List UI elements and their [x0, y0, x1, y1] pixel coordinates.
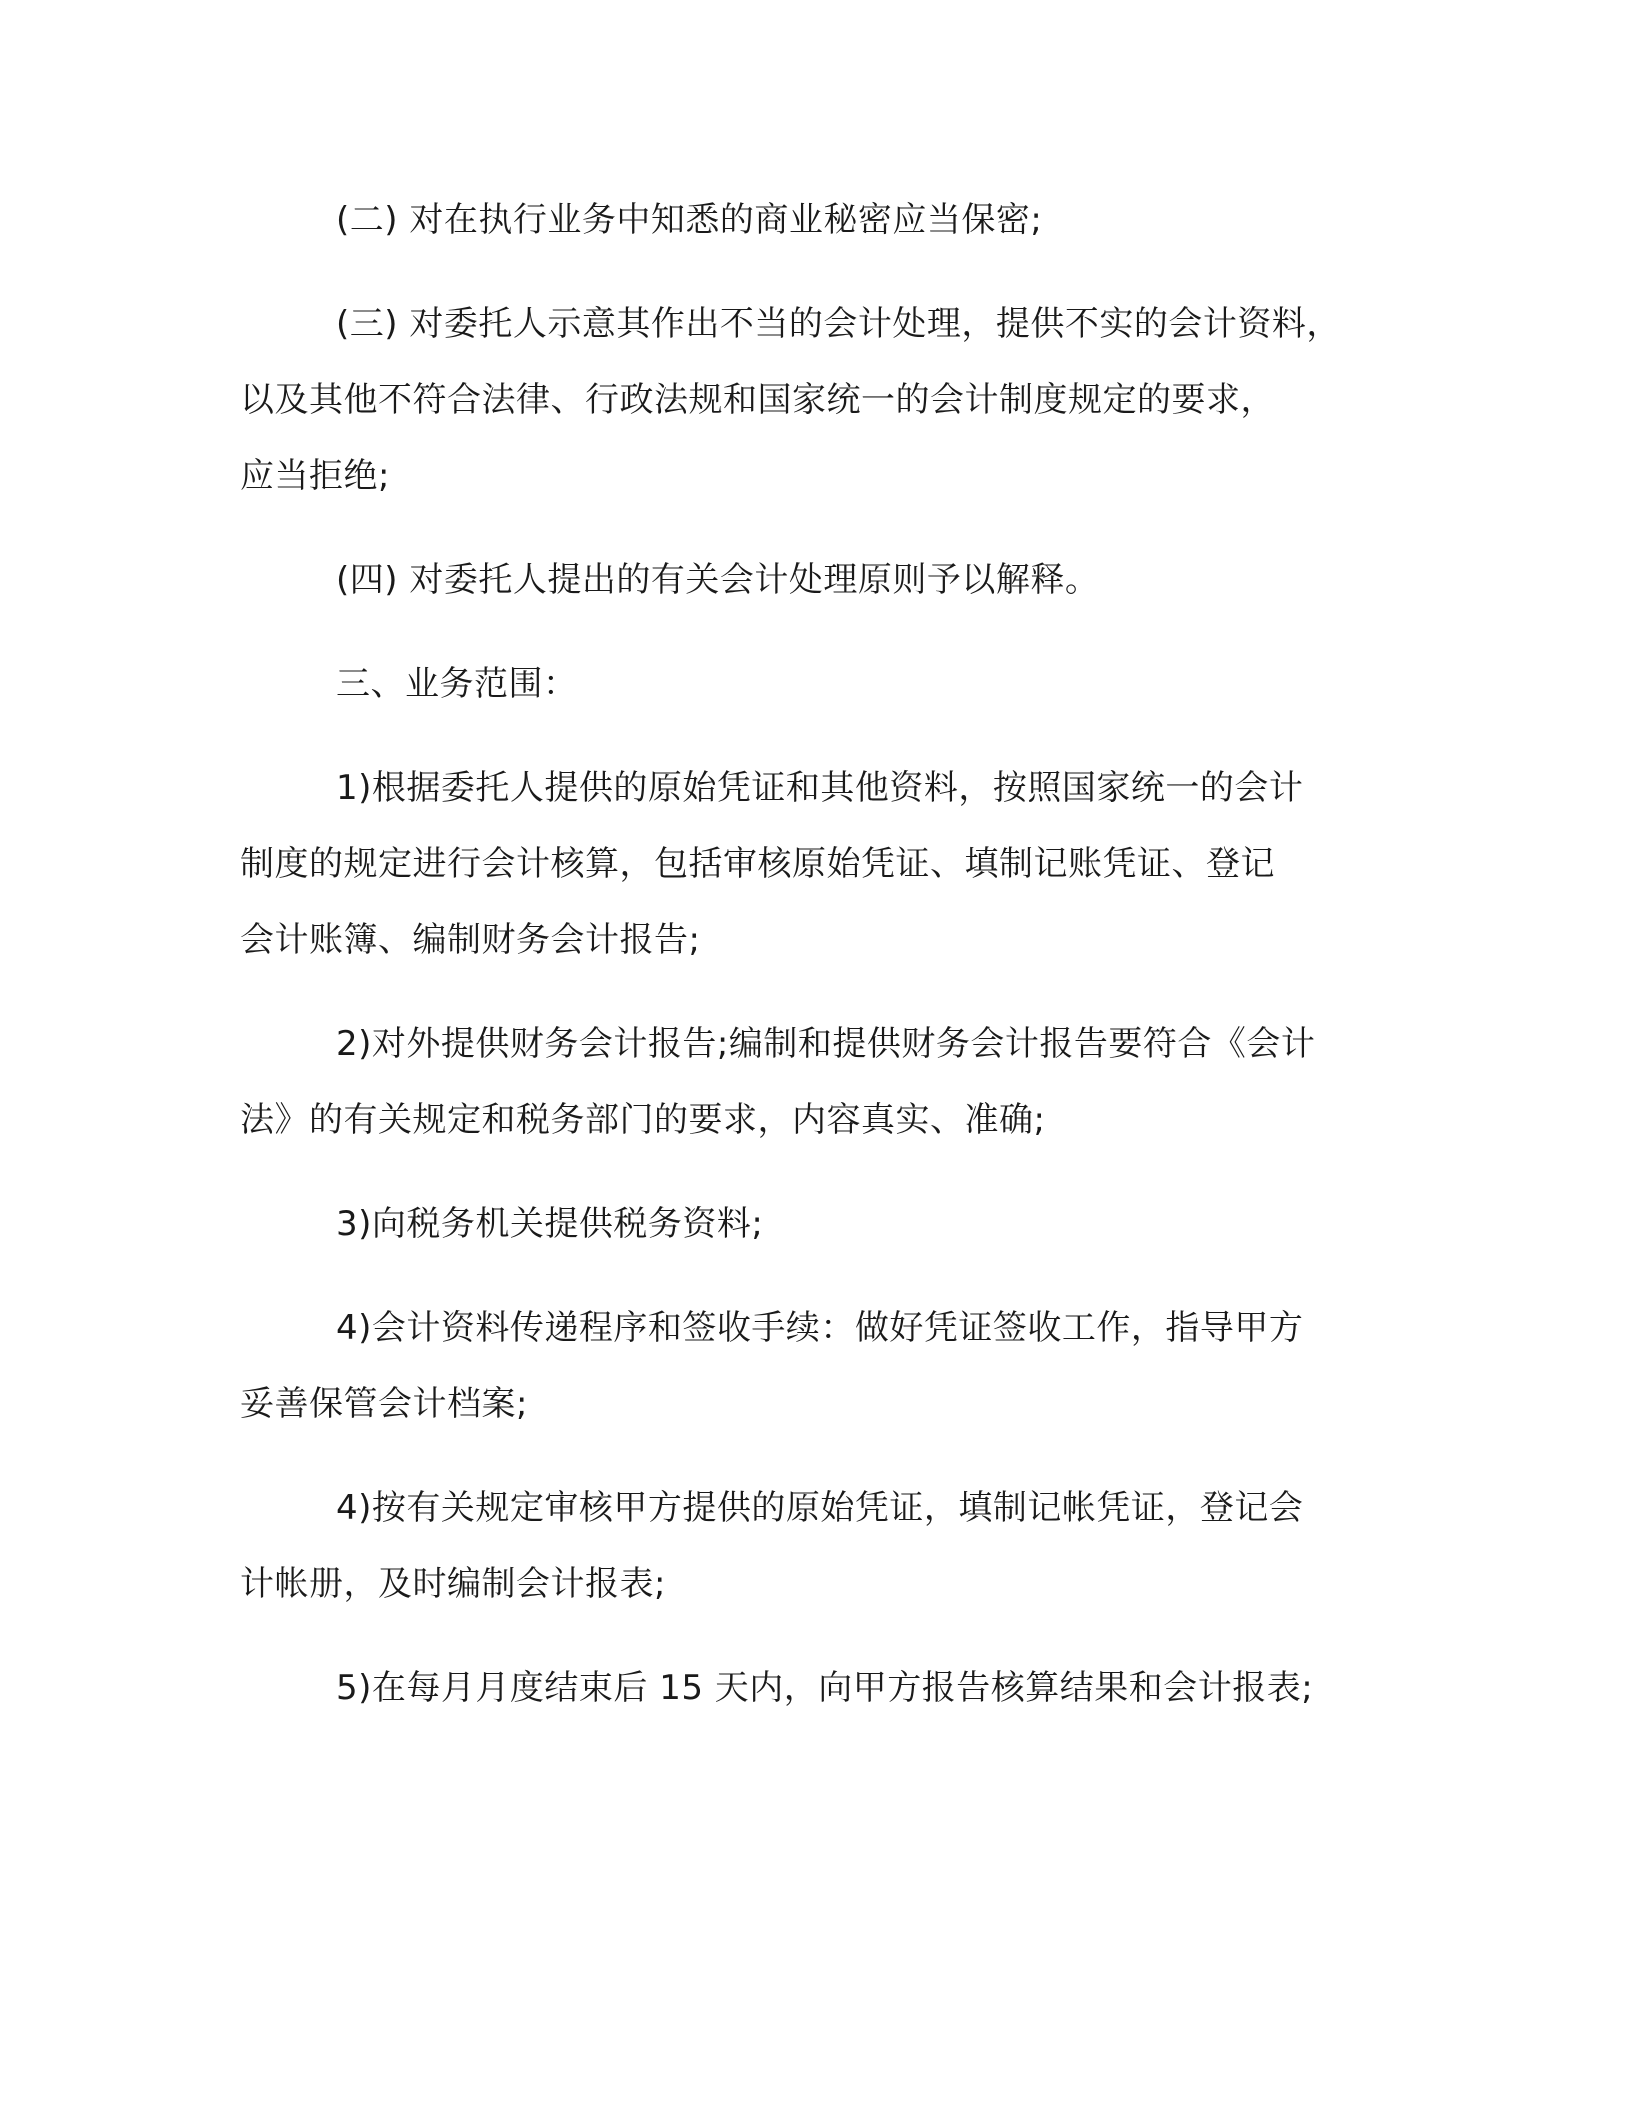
scope-item-4b — [240, 1470, 1400, 1622]
paragraph-line: 以及其他不符合法律、行政法规和国家统一的会计制度规定的要求， — [240, 380, 1275, 420]
paragraph-line: 妥善保管会计档案; — [240, 1384, 528, 1424]
scope-item-4a — [240, 1290, 1400, 1442]
scope-item-3 — [240, 1186, 1400, 1262]
paragraph-line: 4)按有关规定审核甲方提供的原始凭证，填制记帐凭证，登记会 — [336, 1488, 1304, 1528]
paragraph-item-2 — [240, 182, 1400, 258]
section-heading: 三、业务范围： — [336, 664, 578, 704]
paragraph-line: 1)根据委托人提供的原始凭证和其他资料，按照国家统一的会计 — [336, 768, 1304, 808]
paragraph-line: 法》的有关规定和税务部门的要求，内容真实、准确; — [240, 1100, 1046, 1140]
paragraph-item-3 — [240, 286, 1400, 514]
section-heading-business-scope — [240, 646, 1400, 722]
paragraph-line: 2)对外提供财务会计报告;编制和提供财务会计报告要符合《会计 — [336, 1024, 1316, 1064]
paragraph-line: 计帐册，及时编制会计报表; — [240, 1564, 666, 1604]
paragraph-line: (四) 对委托人提出的有关会计处理原则予以解释。 — [336, 560, 1100, 600]
paragraph-line: 3)向税务机关提供税务资料; — [336, 1204, 764, 1244]
scope-item-2 — [240, 1006, 1400, 1158]
paragraph-line: 应当拒绝; — [240, 456, 390, 496]
document-page — [240, 182, 1400, 1754]
paragraph-line: 制度的规定进行会计核算，包括审核原始凭证、填制记账凭证、登记 — [240, 844, 1275, 884]
paragraph-line: (三) 对委托人示意其作出不当的会计处理，提供不实的会计资料， — [336, 304, 1341, 344]
scope-item-1 — [240, 750, 1400, 978]
scope-item-5 — [240, 1650, 1400, 1726]
paragraph-line: 会计账簿、编制财务会计报告; — [240, 920, 701, 960]
paragraph-line: 5)在每月月度结束后 15 天内，向甲方报告核算结果和会计报表; — [336, 1668, 1314, 1708]
paragraph-item-4 — [240, 542, 1400, 618]
paragraph-line: 4)会计资料传递程序和签收手续：做好凭证签收工作，指导甲方 — [336, 1308, 1304, 1348]
paragraph-line: (二) 对在执行业务中知悉的商业秘密应当保密; — [336, 200, 1043, 240]
